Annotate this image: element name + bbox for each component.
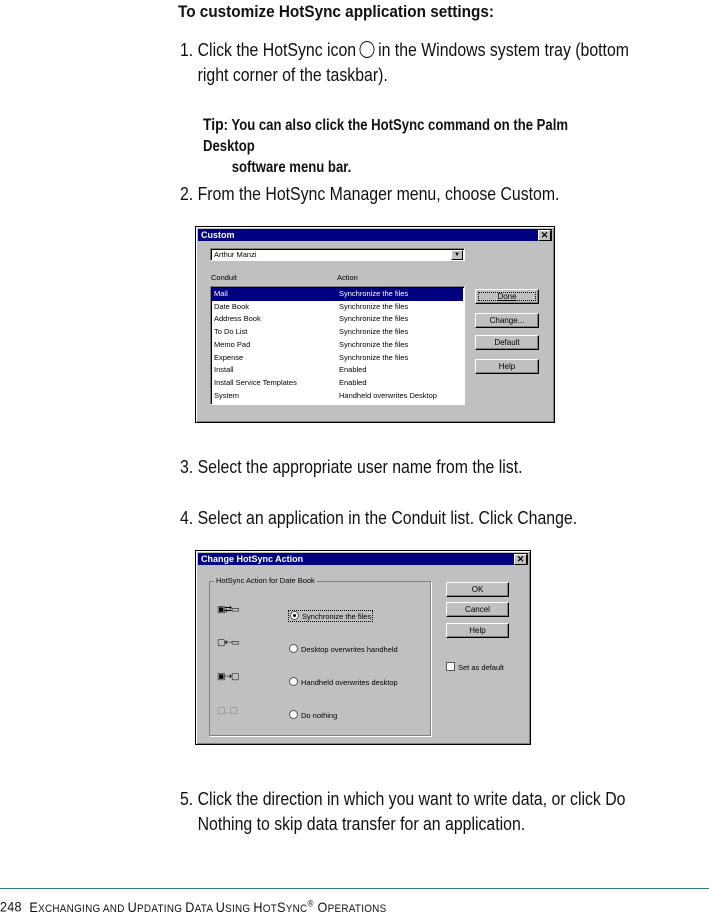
conduit-header[interactable]: Conduit (211, 273, 237, 282)
conduit-cell: To Do List (214, 327, 248, 337)
close-icon[interactable]: ✕ (514, 554, 527, 565)
page-footer (0, 898, 386, 915)
chevron-down-icon[interactable]: ▼ (451, 250, 463, 260)
action-header[interactable]: Action (337, 273, 358, 282)
custom-dialog-title: Custom (201, 230, 235, 240)
table-row[interactable] (212, 377, 463, 390)
cancel-button[interactable]: Cancel (446, 602, 509, 617)
conduit-cell: System (214, 390, 240, 400)
step-4: 4. Select an application in the Conduit list. Click Change. (180, 508, 578, 528)
radio-icon (289, 710, 298, 719)
table-row[interactable] (212, 313, 463, 326)
action-cell: Synchronize the files (339, 339, 409, 349)
ok-button[interactable]: OK (446, 582, 509, 597)
option-label: Synchronize the files (302, 612, 372, 621)
tip-label: Tip (203, 115, 224, 134)
action-cell: Synchronize the files (339, 289, 409, 298)
handheld-to-desktop-icon: ▣⇢▢ (217, 671, 239, 681)
conduit-cell: Install Service Templates (214, 377, 297, 387)
step-5-line-1: 5. Click the direction in which you want to write data, or click Do (180, 789, 626, 809)
action-cell: Synchronize the files (339, 301, 409, 311)
step-3: 3. Select the appropriate user name from the list. (180, 457, 523, 477)
radio-selected-icon (290, 611, 299, 620)
step-2: 2. From the HotSync Manager menu, choose Custom. (180, 184, 560, 204)
conduit-cell: Memo Pad (214, 339, 251, 349)
option-label: Desktop overwrites handheld (301, 645, 398, 654)
step-1-text-b: in the Windows system tray (bottom (378, 40, 629, 60)
hotsync-icon (360, 41, 375, 58)
conduit-cell: Date Book (214, 301, 250, 311)
radio-handheld-overwrites[interactable] (289, 677, 398, 687)
help-button[interactable]: Help (446, 623, 509, 638)
sync-both-icon: ▣⇄▭ (217, 604, 239, 614)
table-row[interactable] (212, 352, 463, 365)
checkbox-icon (446, 662, 455, 671)
section-heading: To customize HotSync application settings: (178, 2, 494, 21)
change-dialog-titlebar (198, 553, 528, 565)
footer-text: EXCHANGING AND UPDATING DATA USING HOTSYNC® OPERATIONS (29, 898, 387, 915)
change-hotsync-dialog (195, 550, 531, 745)
conduit-cell: Expense (214, 352, 244, 362)
conduit-cell: Address Book (214, 314, 261, 324)
table-row[interactable] (212, 364, 463, 377)
do-nothing-icon: ▢‥▢ (217, 705, 238, 715)
desktop-to-handheld-icon: ▢⇠▭ (217, 637, 239, 647)
page-number: 248 (0, 898, 22, 915)
user-select-value: Arthur Manzi (214, 250, 257, 259)
table-row[interactable] (212, 326, 463, 339)
action-cell: Synchronize the files (339, 314, 409, 324)
table-row[interactable] (212, 288, 463, 301)
footer-rule (0, 888, 709, 889)
set-default-checkbox[interactable] (446, 662, 504, 672)
table-row[interactable] (212, 301, 463, 314)
user-select[interactable] (210, 248, 465, 261)
done-button[interactable] (475, 289, 539, 304)
default-button[interactable]: Default (475, 335, 539, 350)
tip-text: : You can also click the HotSync command on the Palm Desktop (203, 117, 569, 155)
tip-text-2: software menu bar. (231, 159, 352, 176)
conduit-cell: Mail (214, 289, 228, 298)
action-cell: Enabled (339, 377, 367, 387)
change-dialog-title: Change HotSync Action (201, 554, 304, 564)
done-button-label: Done (497, 292, 517, 301)
option-label: Do nothing (301, 711, 338, 720)
conduit-list[interactable] (210, 286, 465, 405)
step-5-line-2: Nothing to skip data transfer for an application. (197, 814, 526, 834)
action-cell: Synchronize the files (339, 352, 409, 362)
close-icon[interactable]: ✕ (538, 230, 551, 241)
step-1-text: 1. Click the HotSync icon (180, 40, 357, 60)
step-5 (180, 787, 625, 837)
action-group-label: HotSync Action for Date Book (216, 576, 315, 585)
action-cell: Synchronize the files (339, 327, 409, 337)
tip-note (203, 114, 618, 178)
radio-synchronize[interactable] (289, 611, 372, 621)
radio-do-nothing[interactable] (289, 710, 337, 720)
table-row[interactable] (212, 339, 463, 352)
conduit-cell: Install (214, 365, 234, 375)
action-cell: Enabled (339, 365, 367, 375)
radio-icon (289, 644, 298, 653)
option-label: Handheld overwrites desktop (301, 678, 398, 687)
step-1 (180, 38, 673, 88)
set-default-label: Set as default (458, 663, 504, 672)
custom-dialog (195, 226, 555, 423)
custom-dialog-titlebar (198, 229, 552, 241)
radio-desktop-overwrites[interactable] (289, 644, 398, 654)
action-cell: Handheld overwrites Desktop (339, 390, 437, 400)
change-button[interactable]: Change... (475, 313, 539, 328)
step-1-line-2: right corner of the taskbar). (197, 65, 388, 85)
help-button[interactable]: Help (475, 359, 539, 374)
radio-icon (289, 677, 298, 686)
table-row[interactable] (212, 390, 463, 403)
